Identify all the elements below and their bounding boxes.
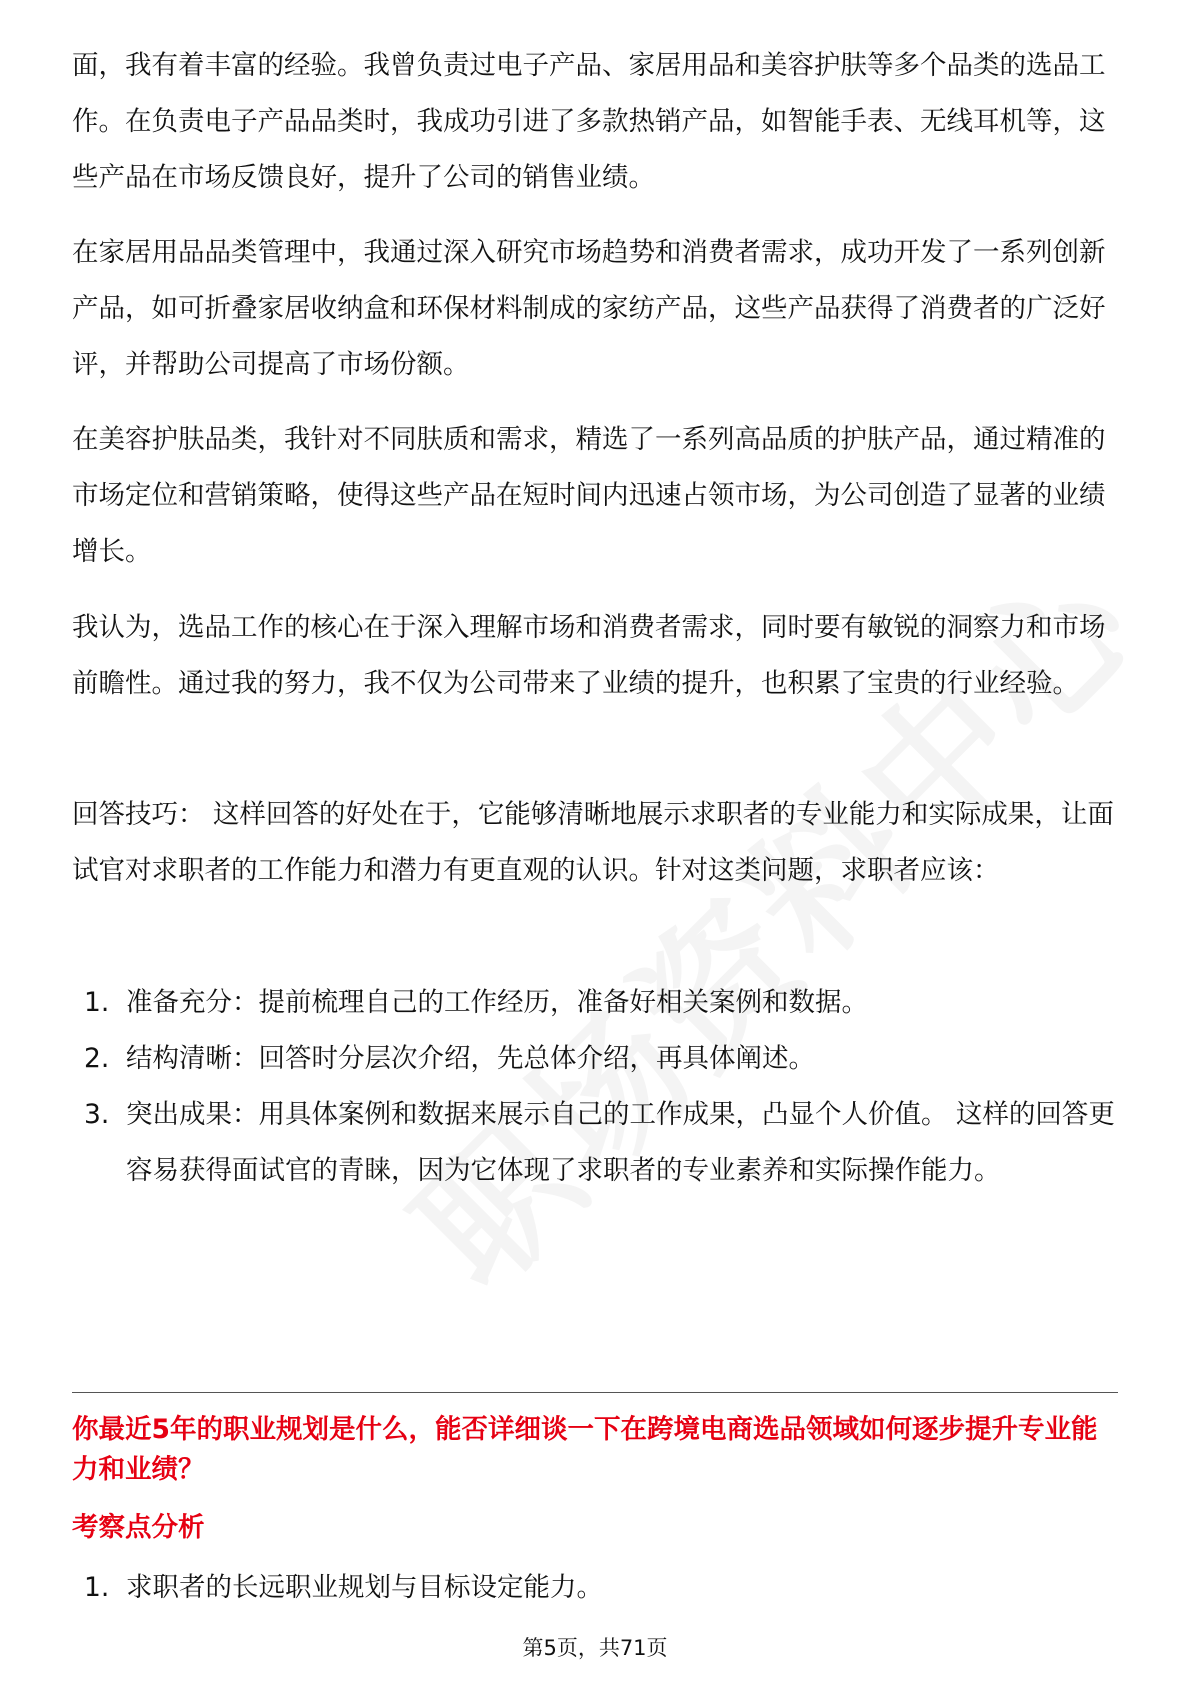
analysis-list xyxy=(84,1560,1118,1616)
list-item xyxy=(84,1560,1118,1616)
paragraph-core-insight: 我认为，选品工作的核心在于深入理解市场和消费者需求，同时要有敏锐的洞察力和市场前瞻性。通过我的努力，我不仅为公司带来了业绩的提升，也积累了宝贵的行业经验。 xyxy=(72,612,1106,699)
paragraph-home-goods: 在家居用品品类管理中，我通过深入研究市场趋势和消费者需求，成功开发了一系列创新产品，如可折叠家居收纳盒和环保材料制成的家纺产品，这些产品获得了消费者的广泛好评，并帮助公司提高了市场份额。 xyxy=(72,237,1106,380)
section-divider xyxy=(72,1392,1118,1393)
list-text: 求职者的长远职业规划与目标设定能力。 xyxy=(126,1572,603,1603)
list-text: 突出成果：用具体案例和数据来展示自己的工作成果，凸显个人价值。 这样的回答更容易获得面试官的青睐，因为它体现了求职者的专业素养和实际操作能力。 xyxy=(126,1099,1115,1186)
list-item xyxy=(84,975,1118,1031)
list-number: 1. xyxy=(84,1572,110,1603)
interview-question: 你最近5年的职业规划是什么，能否详细谈一下在跨境电商选品领域如何逐步提升专业能力和业绩？ xyxy=(72,1414,1098,1485)
list-item xyxy=(84,1031,1118,1087)
list-item xyxy=(84,1087,1118,1199)
paragraph-answer-tips: 回答技巧： 这样回答的好处在于，它能够清晰地展示求职者的专业能力和实际成果，让面试官对求职者的工作能力和潜力有更直观的认识。针对这类问题，求职者应该： xyxy=(72,799,1114,886)
tips-list xyxy=(84,975,1118,1199)
list-number: 3. xyxy=(84,1099,110,1130)
list-number: 1. xyxy=(84,987,110,1018)
list-text: 结构清晰：回答时分层次介绍，先总体介绍，再具体阐述。 xyxy=(126,1043,815,1074)
paragraph-experience: 面，我有着丰富的经验。我曾负责过电子产品、家居用品和美容护肤等多个品类的选品工作。在负责电子产品品类时，我成功引进了多款热销产品，如智能手表、无线耳机等，这些产品在市场反馈良好，提升了公司的销售业绩。 xyxy=(72,50,1106,193)
paragraph-beauty: 在美容护肤品类，我针对不同肤质和需求，精选了一系列高品质的护肤产品，通过精准的市场定位和营销策略，使得这些产品在短时间内迅速占领市场，为公司创造了显著的业绩增长。 xyxy=(72,424,1106,567)
list-number: 2. xyxy=(84,1043,110,1074)
list-text: 准备充分：提前梳理自己的工作经历，准备好相关案例和数据。 xyxy=(126,987,868,1018)
analysis-heading: 考察点分析 xyxy=(72,1512,205,1543)
page-number: 第5页，共71页 xyxy=(522,1636,668,1660)
